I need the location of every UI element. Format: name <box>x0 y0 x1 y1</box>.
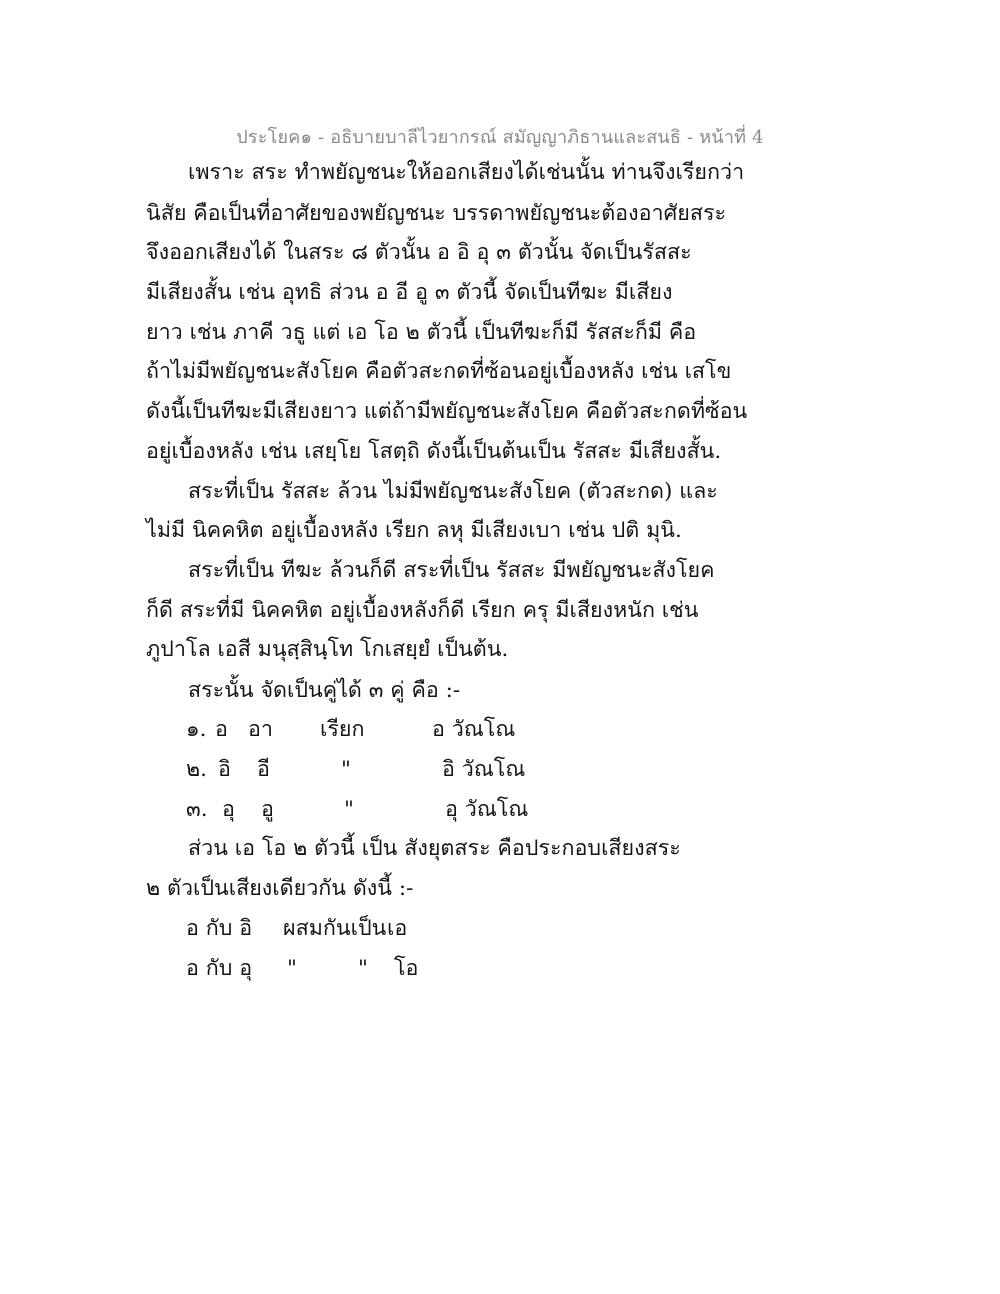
paragraph-line: ภูปาโล เอสี มนุสฺสินฺโท โกเสยฺยํ เป็นต้น. <box>146 637 509 662</box>
pair-short-vowel: อ <box>215 717 228 742</box>
pair-number: ๒. <box>186 757 208 782</box>
pair-number: ๑. <box>186 717 207 742</box>
paragraph-line: ยาว เช่น ภาคี วธู แต่ เอ โอ ๒ ตัวนี้ เป็นทีฆะก็มี รัสสะก็มี คือ <box>146 320 697 345</box>
page-header-text: ประโยค๑ - อธิบายบาลีไวยากรณ์ สมัญญาภิธานและสนธิ - หน้าที่ 4 <box>236 127 764 148</box>
paragraph-line: สระที่เป็น รัสสะ ล้วน ไม่มีพยัญชนะสังโยค (ตัวสะกด) และ <box>188 479 718 504</box>
combo-verb: ผสมกันเป็น <box>283 916 387 941</box>
pair-short-vowel: อุ <box>222 797 235 822</box>
pair-long-vowel: อู <box>261 797 274 822</box>
paragraph-line: ถ้าไม่มีพยัญชนะสังโยค คือตัวสะกดที่ซ้อนอยู่เบื้องหลัง เช่น เสโข <box>146 359 732 384</box>
pair-verb: " <box>341 757 351 782</box>
paragraph-line: มีเสียงสั้น เช่น อุทธิ ส่วน อ อี อู ๓ ตัวนี้ จัดเป็นทีฆะ มีเสียง <box>146 280 673 305</box>
paragraph-line: สระนั้น จัดเป็นคู่ได้ ๓ คู่ คือ :- <box>188 678 461 703</box>
pair-name: อิ วัณโณ <box>442 757 526 782</box>
pair-verb: เรียก <box>320 717 365 742</box>
combo-source: อ กับ อิ <box>186 916 253 941</box>
combo-result: เอ <box>387 916 408 941</box>
paragraph-line: ก็ดี สระที่มี นิคคหิต อยู่เบื้องหลังก็ดี เรียก ครุ มีเสียงหนัก เช่น <box>146 598 699 623</box>
combo-result: โอ <box>394 956 419 981</box>
pair-name: อุ วัณโณ <box>445 797 529 822</box>
pair-name: อ วัณโณ <box>432 717 516 742</box>
paragraph-line: อยู่เบื้องหลัง เช่น เสยฺโย โสตฺถิ ดังนี้เป็นต้นเป็น รัสสะ มีเสียงสั้น. <box>146 439 722 464</box>
paragraph-line: นิสัย คือเป็นที่อาศัยของพยัญชนะ บรรดาพยัญชนะต้องอาศัยสระ <box>146 201 727 226</box>
page-header <box>0 122 1000 151</box>
paragraph-line: ดังนี้เป็นทีฆะมีเสียงยาว แต่ถ้ามีพยัญชนะสังโยค คือตัวสะกดที่ซ้อน <box>146 399 748 424</box>
pair-verb: " <box>344 797 354 822</box>
pair-long-vowel: อี <box>257 757 270 782</box>
paragraph-line: ๒ ตัวเป็นเสียงเดียวกัน ดังนี้ :- <box>146 876 414 901</box>
paragraph-line: ไม่มี นิคคหิต อยู่เบื้องหลัง เรียก ลหุ มีเสียงเบา เช่น ปติ มุนิ. <box>146 518 682 543</box>
combo-source: อ กับ อุ <box>186 956 253 981</box>
combo-verb: " <box>287 956 297 981</box>
pair-number: ๓. <box>186 797 208 822</box>
paragraph-line: เพราะ สระ ทำพยัญชนะให้ออกเสียงได้เช่นนั้น ท่านจึงเรียกว่า <box>188 160 745 185</box>
paragraph-line: สระที่เป็น ทีฆะ ล้วนก็ดี สระที่เป็น รัสสะ มีพยัญชนะสังโยค <box>188 558 715 583</box>
pair-short-vowel: อิ <box>218 757 231 782</box>
pair-long-vowel: อา <box>248 717 273 742</box>
paragraph-line: ส่วน เอ โอ ๒ ตัวนี้ เป็น สังยุตสระ คือประกอบเสียงสระ <box>188 836 681 861</box>
paragraph-line: จึงออกเสียงได้ ในสระ ๘ ตัวนั้น อ อิ อุ ๓ ตัวนั้น จัดเป็นรัสสะ <box>146 240 692 265</box>
combo-verb-ditto: " <box>358 956 368 981</box>
